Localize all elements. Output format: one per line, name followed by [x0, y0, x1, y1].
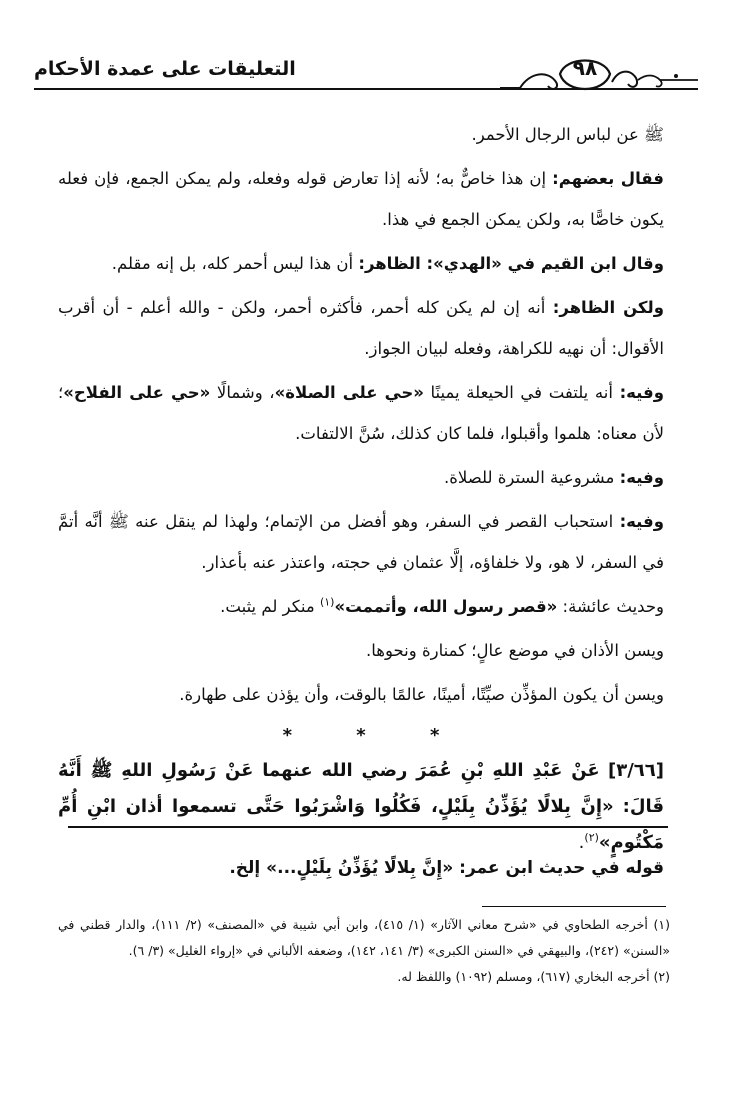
paragraph [58, 586, 664, 627]
footnote-rule [482, 906, 666, 907]
paragraph-lead: وفيه: [619, 383, 664, 402]
paragraph [58, 243, 664, 284]
paragraph-text: ويسن الأذان في موضع عالٍ؛ كمنارة ونحوها. [366, 641, 664, 660]
hadith-matn: «إِنَّ بِلالًا يُؤَذِّنُ بِلَيْلٍ، فَكُلُوا وَاشْرَبُوا حَتَّى تسمعوا أذان ابْنِ أُمِّ مَكْتُومٍ» [58, 796, 664, 853]
paragraph-text: ويسن أن يكون المؤذِّن صيِّتًا، أمينًا، عالمًا بالوقت، وأن يؤذن على طهارة. [179, 685, 664, 704]
paragraph-lead: وقال ابن القيم في «الهدي»: الظاهر: [358, 254, 664, 273]
footnote: (٢) أخرجه البخاري (٦١٧)، ومسلم (١٠٩٢) واللفظ له. [397, 969, 670, 984]
paragraph-text: أنه إن لم يكن كله أحمر، فأكثره أحمر، ولكن - والله أعلم - أن أقرب الأقوال: أن نهيه للكراهة، وفعله لبيان الجواز. [58, 298, 664, 358]
paragraph [58, 501, 664, 583]
quoted-phrase: «قصر رسول الله، وأتممت» [334, 597, 558, 616]
paragraph-text: ، وشمالًا [216, 383, 275, 402]
paragraph-text: أنه يلتفت في الحيعلة يمينًا [430, 383, 613, 402]
paragraph [58, 457, 664, 498]
paragraph-text: مشروعية السترة للصلاة. [443, 468, 615, 487]
section-rule [68, 826, 668, 828]
hadith-isnad: عَنْ عَبْدِ اللهِ بْنِ عُمَرَ رضي الله عنهما عَنْ رَسُولِ اللهِ ﷺ أَنَّهُ قَالَ: [58, 760, 664, 817]
paragraph [58, 630, 664, 671]
paragraph-text: أن هذا ليس أحمر كله، بل إنه مقلم. [111, 254, 354, 273]
page-number-ornament [500, 52, 698, 96]
paragraph-lead: ولكن الظاهر: [552, 298, 664, 317]
quoted-phrase: «حي على الصلاة» [274, 383, 424, 402]
paragraph-lead: وفيه: [619, 468, 664, 487]
paragraph-lead: فقال بعضهم: [552, 169, 664, 188]
section-divider-stars: * * * [282, 725, 440, 746]
paragraph [58, 287, 664, 369]
paragraph-text: استحباب القصر في السفر، وهو أفضل من الإتمام؛ ولهذا لم ينقل عنه ﷺ أنَّه أتمَّ في السفر، لا هو، ولا خلفاؤه، إلَّا عثمان في حجته، واعتذر عنه بأعذار. [58, 512, 664, 572]
paragraph-text: منكر لم يثبت. [220, 597, 315, 616]
page-header [34, 52, 698, 104]
hadith-number: [٣/٦٦] [607, 760, 664, 781]
paragraph [58, 114, 664, 155]
text-line: ﷺ عن لباس الرجال الأحمر. [471, 125, 664, 144]
paragraph-lead: وفيه: [619, 512, 664, 531]
paragraph-text: وحديث عائشة: [562, 597, 664, 616]
paragraph [58, 674, 664, 715]
footnotes [58, 912, 670, 990]
main-text [58, 114, 664, 861]
commentary-heading: قوله في حديث ابن عمر: «إِنَّ بِلالًا يُؤَذِّنُ بِلَيْلٍ...» إلخ. [229, 858, 664, 878]
paragraph-text: ؛ لأن معناه: هلموا وأقبلوا، فلما كان كذلك، سُنَّ الالتفات. [58, 383, 664, 443]
footnote: (١) أخرجه الطحاوي في «شرح معاني الآثار» (١/ ٤١٥)، وابن أبي شيبة في «المصنف» (٢/ ١١١)، والدار قطني في «السنن» (٢٤٢)، والبيهقي في «السنن الكبرى» (٣/ ١٤١، ١٤٢)، وضعفه الألباني في «إرواء الغليل» (٣/ ٦). [58, 917, 670, 958]
hadith-paragraph: [٣/٦٦] عَنْ عَبْدِ اللهِ بْنِ عُمَرَ رضي الله عنهما عَنْ رَسُولِ اللهِ ﷺ أَنَّهُ قَالَ: «إِنَّ بِلالًا يُؤَذِّنُ بِلَيْلٍ، فَكُلُوا وَاشْرَبُوا حَتَّى تسمعوا أذان ابْنِ أُمِّ مَكْتُومٍ»$^{(٢)}$. [58, 760, 664, 853]
footnote-ref: (١) [319, 595, 335, 609]
paragraph [58, 372, 664, 454]
footnote-ref: (٢) [584, 831, 599, 844]
book-title: التعليقات على عمدة الأحكام [34, 58, 296, 80]
page-number: ٩٨ [572, 56, 598, 80]
paragraph [58, 158, 664, 240]
paragraph-text: إن هذا خاصٌّ به؛ لأنه إذا تعارض قوله وفعله، ولم يمكن الجمع، فإن فعله يكون خاصًّا به، ولكن يمكن الجمع في هذا. [58, 169, 664, 229]
quoted-phrase: «حي على الفلاح» [63, 383, 211, 402]
